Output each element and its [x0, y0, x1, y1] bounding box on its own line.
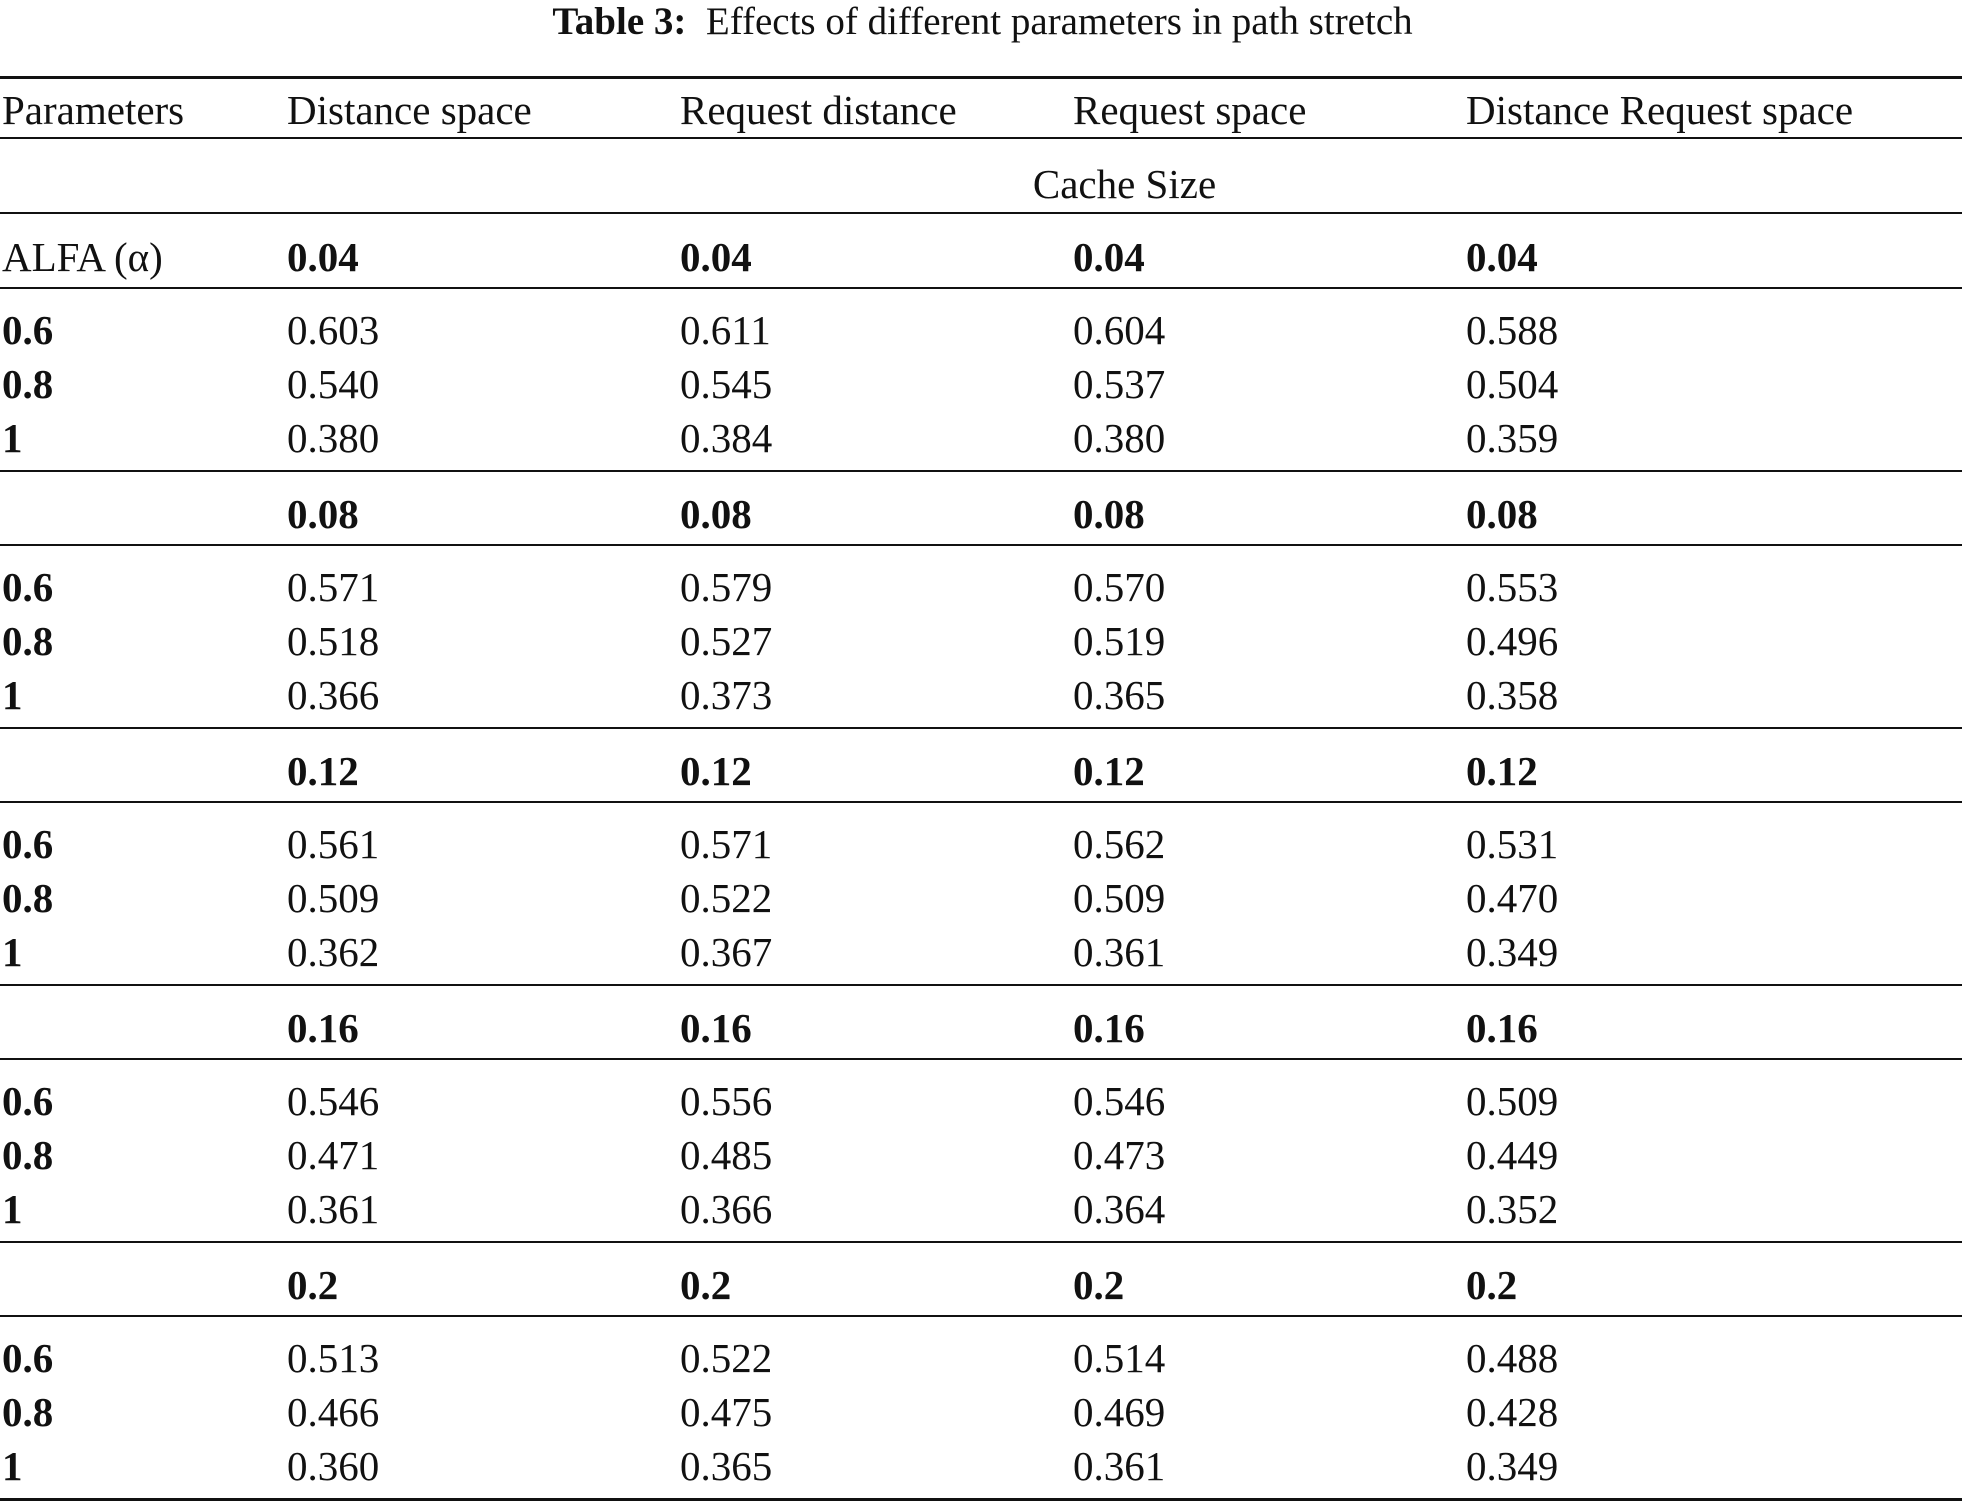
table-rule	[0, 137, 1962, 139]
table-rule	[0, 1058, 1962, 1060]
table-rule	[0, 1241, 1962, 1243]
column-header: Distance Request space	[1466, 87, 1854, 133]
table-cell: 0.509	[287, 875, 380, 921]
table-cell: 0.553	[1466, 564, 1559, 610]
table-cell: 0.570	[1073, 564, 1166, 610]
alpha-value: 0.8	[2, 875, 54, 921]
cache-size-value: 0.2	[680, 1262, 732, 1308]
alpha-value: 0.8	[2, 1132, 54, 1178]
table-cell: 0.373	[680, 672, 773, 718]
table-cell: 0.469	[1073, 1389, 1166, 1435]
cache-size-value: 0.2	[287, 1262, 339, 1308]
table-rule	[0, 801, 1962, 803]
table-cell: 0.361	[287, 1186, 380, 1232]
cache-size-value: 0.12	[1073, 748, 1145, 794]
table-cell: 0.545	[680, 361, 773, 407]
cache-size-value: 0.04	[287, 234, 359, 280]
table-cell: 0.361	[1073, 929, 1166, 975]
alpha-value: 0.8	[2, 1389, 54, 1435]
alpha-value: 1	[2, 1443, 23, 1489]
column-header: Distance space	[287, 87, 532, 133]
cache-size-header: Cache Size	[1032, 161, 1217, 207]
cache-size-value: 0.16	[1073, 1005, 1145, 1051]
table-cell: 0.366	[680, 1186, 773, 1232]
cache-size-value: 0.08	[1466, 491, 1538, 537]
cache-size-value: 0.16	[287, 1005, 359, 1051]
alpha-value: 0.8	[2, 618, 54, 664]
cache-size-value: 0.04	[1466, 234, 1538, 280]
cache-size-value: 0.04	[1073, 234, 1145, 280]
table-cell: 0.562	[1073, 821, 1166, 867]
alpha-value: 0.6	[2, 307, 54, 353]
cache-size-value: 0.04	[680, 234, 752, 280]
table-cell: 0.603	[287, 307, 380, 353]
table-rule	[0, 1498, 1962, 1501]
table-cell: 0.546	[287, 1078, 380, 1124]
alpha-value: 1	[2, 1186, 23, 1232]
cache-size-value: 0.08	[287, 491, 359, 537]
alpha-label: ALFA (α)	[2, 234, 163, 280]
column-header: Request space	[1073, 87, 1307, 133]
table-caption-label: Table 3:	[552, 0, 687, 43]
table-cell: 0.466	[287, 1389, 380, 1435]
cache-size-value: 0.12	[287, 748, 359, 794]
table-cell: 0.470	[1466, 875, 1559, 921]
alpha-value: 1	[2, 672, 23, 718]
table-cell: 0.367	[680, 929, 773, 975]
table-caption	[0, 0, 1965, 48]
table-cell: 0.384	[680, 415, 773, 461]
table-cell: 0.364	[1073, 1186, 1166, 1232]
table-cell: 0.349	[1466, 1443, 1559, 1489]
table-rule	[0, 212, 1962, 214]
table-cell: 0.361	[1073, 1443, 1166, 1489]
alpha-value: 0.6	[2, 1335, 54, 1381]
table-cell: 0.513	[287, 1335, 380, 1381]
table-cell: 0.358	[1466, 672, 1559, 718]
table-rule	[0, 287, 1962, 289]
table-cell: 0.537	[1073, 361, 1166, 407]
table-cell: 0.519	[1073, 618, 1166, 664]
column-header: Request distance	[680, 87, 957, 133]
table-cell: 0.365	[680, 1443, 773, 1489]
table-cell: 0.473	[1073, 1132, 1166, 1178]
table-cell: 0.540	[287, 361, 380, 407]
table-cell: 0.571	[680, 821, 773, 867]
table-cell: 0.362	[287, 929, 380, 975]
table-cell: 0.588	[1466, 307, 1559, 353]
table-cell: 0.496	[1466, 618, 1559, 664]
cache-size-value: 0.2	[1073, 1262, 1125, 1308]
table-cell: 0.380	[1073, 415, 1166, 461]
table-cell: 0.504	[1466, 361, 1559, 407]
table-cell: 0.509	[1073, 875, 1166, 921]
alpha-value: 0.6	[2, 564, 54, 610]
table-cell: 0.522	[680, 875, 773, 921]
table-cell: 0.365	[1073, 672, 1166, 718]
table-rule	[0, 76, 1962, 79]
table-cell: 0.380	[287, 415, 380, 461]
alpha-value: 0.6	[2, 821, 54, 867]
cache-size-value: 0.12	[680, 748, 752, 794]
table-rule	[0, 544, 1962, 546]
alpha-value: 1	[2, 415, 23, 461]
table-cell: 0.366	[287, 672, 380, 718]
table-cell: 0.360	[287, 1443, 380, 1489]
table-cell: 0.546	[1073, 1078, 1166, 1124]
table-cell: 0.611	[680, 307, 771, 353]
cache-size-value: 0.2	[1466, 1262, 1518, 1308]
table-cell: 0.518	[287, 618, 380, 664]
cache-size-value: 0.16	[1466, 1005, 1538, 1051]
table-cell: 0.349	[1466, 929, 1559, 975]
table-cell: 0.428	[1466, 1389, 1559, 1435]
table-cell: 0.522	[680, 1335, 773, 1381]
table-rule	[0, 470, 1962, 472]
alpha-value: 0.8	[2, 361, 54, 407]
column-header: Parameters	[2, 87, 185, 133]
table-cell: 0.488	[1466, 1335, 1559, 1381]
table-rule	[0, 1315, 1962, 1317]
table-caption-text: Effects of different parameters in path stretch	[705, 0, 1413, 43]
table-cell: 0.514	[1073, 1335, 1166, 1381]
table-cell: 0.561	[287, 821, 380, 867]
table-cell: 0.449	[1466, 1132, 1559, 1178]
cache-size-value: 0.08	[680, 491, 752, 537]
table-cell: 0.556	[680, 1078, 773, 1124]
cache-size-value: 0.08	[1073, 491, 1145, 537]
table-cell: 0.531	[1466, 821, 1559, 867]
table-rule	[0, 727, 1962, 729]
table-cell: 0.359	[1466, 415, 1559, 461]
table-cell: 0.352	[1466, 1186, 1559, 1232]
cache-size-value: 0.16	[680, 1005, 752, 1051]
table-cell: 0.604	[1073, 307, 1166, 353]
alpha-value: 0.6	[2, 1078, 54, 1124]
table-cell: 0.579	[680, 564, 773, 610]
table-cell: 0.471	[287, 1132, 380, 1178]
cache-size-value: 0.12	[1466, 748, 1538, 794]
table-cell: 0.509	[1466, 1078, 1559, 1124]
alpha-value: 1	[2, 929, 23, 975]
table-rule	[0, 984, 1962, 986]
table-cell: 0.485	[680, 1132, 773, 1178]
table-cell: 0.527	[680, 618, 773, 664]
table-cell: 0.571	[287, 564, 380, 610]
table-cell: 0.475	[680, 1389, 773, 1435]
